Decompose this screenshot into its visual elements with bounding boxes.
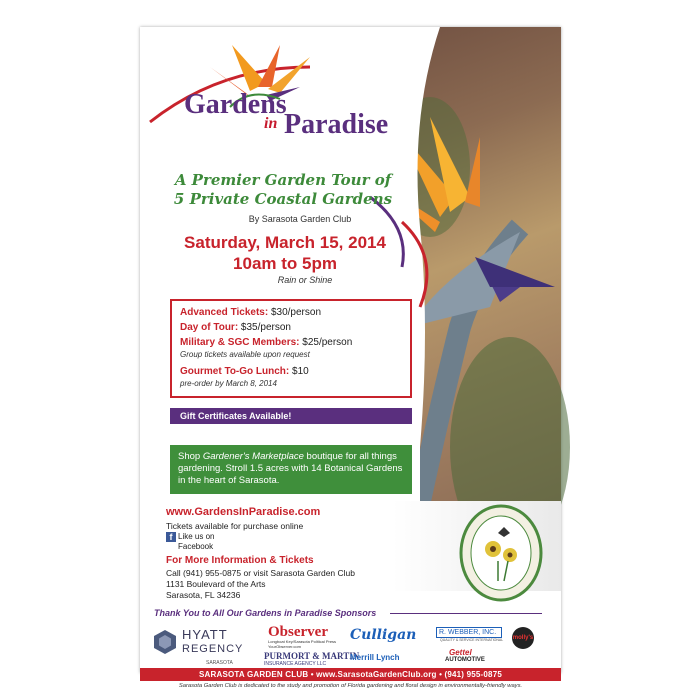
tickets-online-note: Tickets available for purchase online xyxy=(166,521,304,531)
day-of-tour-label: Day of Tour: xyxy=(180,322,239,333)
hyatt-icon xyxy=(152,629,178,655)
merrill-lynch-logo: Merrill Lynch xyxy=(350,653,400,662)
group-tickets-note: Group tickets available upon request xyxy=(180,350,310,359)
purmort-martin-sub: INSURANCE AGENCY LLC xyxy=(264,661,327,667)
automotive-logo: Gettel xyxy=(449,648,472,657)
lunch-label: Gourmet To-Go Lunch: xyxy=(180,366,290,377)
contact-line-2: 1131 Boulevard of the Arts xyxy=(166,579,266,589)
tagline-line-1: A Premier Garden Tour of xyxy=(174,171,392,189)
hyatt-name: HYATT xyxy=(182,627,228,642)
contact-details xyxy=(166,568,355,601)
advanced-tickets-label: Advanced Tickets: xyxy=(180,307,269,318)
sponsors-heading: Thank You to All Our Gardens in Paradise Sponsors xyxy=(154,608,377,618)
sponsors-divider xyxy=(390,613,542,614)
logo-paradise: Paradise xyxy=(284,109,389,140)
hyatt-location: SARASOTA xyxy=(206,660,233,666)
facebook-name: Facebook xyxy=(178,542,214,551)
event-date xyxy=(160,232,410,274)
military-row xyxy=(180,337,402,361)
facebook-icon: f xyxy=(166,532,176,542)
webber-logo: R. WEBBER, INC. xyxy=(436,627,502,638)
event-date-text: Saturday, March 15, 2014 xyxy=(184,233,386,252)
event-time: 10am to 5pm xyxy=(233,254,337,273)
day-of-tour-price: $35/person xyxy=(238,322,291,333)
hyatt-regency-logo xyxy=(152,627,252,666)
lunch-note: pre-order by March 8, 2014 xyxy=(180,379,277,388)
facebook-link[interactable] xyxy=(166,532,214,551)
rain-or-shine: Rain or Shine xyxy=(277,275,333,285)
observer-logo: Observer xyxy=(268,624,328,640)
hyatt-regency: REGENCY xyxy=(182,643,244,655)
more-info-heading: For More Information & Tickets xyxy=(166,555,314,566)
tagline xyxy=(158,171,408,209)
advanced-tickets-row xyxy=(180,307,402,319)
gift-certificates-banner: Gift Certificates Available! xyxy=(170,408,412,424)
footer-mission-note: Sarasota Garden Club is dedicated to the study and promotion of Florida gardening and floral design in environmentally-friendly ways. xyxy=(178,683,523,689)
military-price: $25/person xyxy=(299,337,353,348)
advanced-tickets-price: $30/person xyxy=(268,307,322,318)
logo-gardens: Gardens xyxy=(184,89,287,120)
day-of-tour-row xyxy=(180,322,402,334)
contact-line-1: Call (941) 955-0875 or visit Sarasota Garden Club xyxy=(166,568,355,578)
logo-in: in xyxy=(264,115,278,132)
marketplace-shop: Shop xyxy=(178,451,203,462)
marketplace-description: boutique for all things gardening. Stroll 1.5 acres with 14 Botanical Gardens in the heart of Sarasota. xyxy=(178,451,403,486)
webber-sub: QUALITY & SERVICE INTERNATIONAL xyxy=(440,638,504,642)
lunch-row xyxy=(180,366,402,390)
facebook-like-text: Like us on xyxy=(178,532,215,541)
event-poster xyxy=(140,27,561,689)
purmort-martin-logo: PURMORT & MARTIN xyxy=(264,651,360,661)
marketplace-name: Gardener's Marketplace xyxy=(202,451,304,462)
byline: By Sarasota Garden Club xyxy=(248,214,352,224)
contact-line-3: Sarasota, FL 34236 xyxy=(166,590,241,600)
lunch-price: $10 xyxy=(289,366,309,377)
ticket-prices-box xyxy=(170,299,412,398)
automotive-text: AUTOMOTIVE xyxy=(445,657,485,663)
tagline-line-2: 5 Private Coastal Gardens xyxy=(173,190,393,208)
website-link[interactable]: www.GardensInParadise.com xyxy=(166,506,321,518)
mollys-logo: molly's xyxy=(512,627,534,649)
observer-tagline: Longboat Key/Sarasota Political Press YourObserver.com xyxy=(268,639,337,649)
military-label: Military & SGC Members: xyxy=(180,337,300,348)
garden-club-seal-icon xyxy=(458,503,544,603)
footer-contact-band: SARASOTA GARDEN CLUB • www.SarasotaGardenClub.org • (941) 955-0875 xyxy=(140,668,561,681)
culligan-logo: Culligan xyxy=(350,627,417,643)
marketplace-box xyxy=(170,445,412,494)
